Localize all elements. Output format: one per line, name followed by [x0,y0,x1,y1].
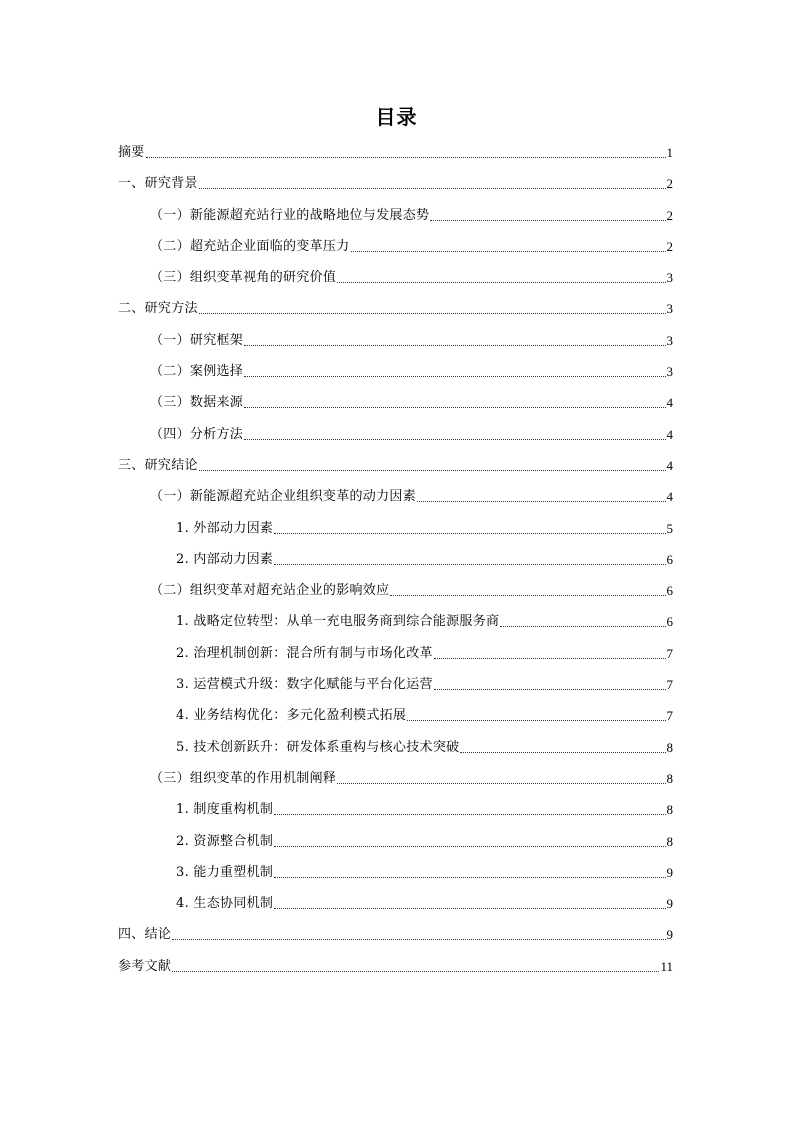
toc-entry-label: 三、研究结论 [118,456,198,476]
toc-entry-abstract[interactable] [0,143,793,174]
dot-leader [199,299,666,314]
dot-leader [274,863,665,878]
toc-entry-label: （一）新能源超充站企业组织变革的动力因素 [150,487,416,507]
dot-leader [390,581,665,596]
dot-leader [199,174,666,189]
toc-entry-page: 9 [666,927,673,943]
dot-leader [407,706,665,721]
toc-entry-case-selection[interactable] [0,362,793,393]
dot-leader [172,957,659,972]
toc-entry-references[interactable] [0,957,793,988]
toc-entry-label: （二）超充站企业面临的变革压力 [150,237,350,257]
toc-entry-page: 3 [666,301,673,317]
dot-leader [500,612,665,627]
dot-leader [274,832,665,847]
toc-entry-research-background[interactable] [0,174,793,205]
toc-entry-page: 9 [666,864,673,880]
toc-entry-page: 3 [666,270,673,286]
toc-entry-label: 2. 资源整合机制 [176,832,273,852]
dot-leader [244,362,665,377]
dot-leader [434,675,666,690]
toc-entry-page: 8 [666,770,673,786]
toc-entry-page: 7 [666,677,673,693]
toc-entry-analysis-methods[interactable] [0,425,793,456]
toc-entry-research-value[interactable] [0,268,793,299]
toc-entry-internal-factors[interactable] [0,550,793,581]
toc-entry-page: 2 [666,207,673,223]
toc-entry-page: 3 [666,364,673,380]
toc-entry-page: 5 [666,520,673,536]
dot-leader [274,800,665,815]
toc-entry-label: 一、研究背景 [118,174,198,194]
dot-leader [337,769,665,784]
toc-entry-label: （一）新能源超充站行业的战略地位与发展态势 [150,206,429,226]
toc-entry-label: 4. 业务结构优化：多元化盈利模式拓展 [176,706,406,726]
toc-entry-page: 8 [666,802,673,818]
toc-entry-label: （一）研究框架 [150,331,243,351]
toc-entry-label: 2. 治理机制创新：混合所有制与市场化改革 [176,644,433,664]
toc-entry-label: 1. 制度重构机制 [176,800,273,820]
dot-leader [172,925,665,940]
toc-entry-label: （三）组织变革的作用机制阐释 [150,769,336,789]
toc-entry-page: 4 [666,426,673,442]
toc-entry-page: 2 [666,238,673,254]
dot-leader [434,644,666,659]
toc-entry-page: 8 [666,739,673,755]
toc-entry-page: 6 [666,583,673,599]
toc-entry-label: （二）组织变革对超充站企业的影响效应 [150,581,389,601]
toc-entry-label: 2. 内部动力因素 [176,550,273,570]
toc-entry-page: 11 [660,958,673,974]
table-of-contents [0,143,793,988]
toc-entry-label: 参考文献 [118,957,171,977]
toc-entry-page: 7 [666,708,673,724]
toc-entry-strategic-transformation[interactable] [0,612,793,643]
toc-entry-page: 2 [666,176,673,192]
dot-leader [274,894,665,909]
dot-leader [460,738,665,753]
toc-entry-external-factors[interactable] [0,519,793,550]
toc-entry-strategic-position[interactable] [0,206,793,237]
toc-entry-tech-innovation[interactable] [0,738,793,769]
toc-entry-research-conclusions[interactable] [0,456,793,487]
toc-entry-label: （三）数据来源 [150,393,243,413]
toc-entry-operations-upgrade[interactable] [0,675,793,706]
toc-entry-page: 4 [666,395,673,411]
toc-entry-data-sources[interactable] [0,393,793,424]
toc-entry-capability-reshaping[interactable] [0,863,793,894]
dot-leader [337,268,665,283]
toc-entry-reform-pressure[interactable] [0,237,793,268]
toc-entry-ecosystem-synergy[interactable] [0,894,793,925]
toc-entry-label: （二）案例选择 [150,362,243,382]
toc-entry-label: 二、研究方法 [118,299,198,319]
toc-entry-label: 4. 生态协同机制 [176,894,273,914]
toc-entry-page: 4 [666,457,673,473]
dot-leader [351,237,666,252]
dot-leader [274,519,665,534]
toc-entry-page: 1 [666,145,673,160]
toc-entry-label: 5. 技术创新跃升：研发体系重构与核心技术突破 [176,738,459,758]
dot-leader [244,425,665,440]
toc-entry-driving-factors[interactable] [0,487,793,518]
dot-leader [244,393,665,408]
toc-title: 目录 [375,105,418,129]
toc-entry-label: （四）分析方法 [150,425,243,445]
toc-entry-label: （三）组织变革视角的研究价值 [150,268,336,288]
toc-entry-governance-innovation[interactable] [0,644,793,675]
toc-entry-page: 4 [666,489,673,505]
toc-entry-institutional-restructuring[interactable] [0,800,793,831]
dot-leader [274,550,665,565]
toc-entry-label: 四、结论 [118,925,171,945]
dot-leader [430,206,665,221]
toc-entry-label: 3. 运营模式升级：数字化赋能与平台化运营 [176,675,433,695]
toc-entry-research-framework[interactable] [0,331,793,362]
toc-entry-mechanism-explanation[interactable] [0,769,793,800]
toc-entry-page: 9 [666,896,673,912]
toc-entry-page: 6 [666,551,673,567]
dot-leader [199,456,666,471]
toc-entry-resource-integration[interactable] [0,832,793,863]
toc-entry-page: 6 [666,614,673,630]
toc-entry-page: 3 [666,332,673,348]
toc-entry-page: 7 [666,645,673,661]
toc-entry-label: 1. 战略定位转型：从单一充电服务商到综合能源服务商 [176,612,499,632]
toc-entry-label: 3. 能力重塑机制 [176,863,273,883]
toc-entry-impact-effects[interactable] [0,581,793,612]
toc-entry-label: 摘要 [118,143,145,163]
dot-leader [244,331,665,346]
toc-entry-conclusion[interactable] [0,925,793,956]
toc-entry-label: 1. 外部动力因素 [176,519,273,539]
toc-entry-page: 8 [666,833,673,849]
dot-leader [417,487,665,502]
dot-leader [146,143,666,158]
toc-entry-business-optimization[interactable] [0,706,793,737]
toc-entry-research-methods[interactable] [0,299,793,330]
